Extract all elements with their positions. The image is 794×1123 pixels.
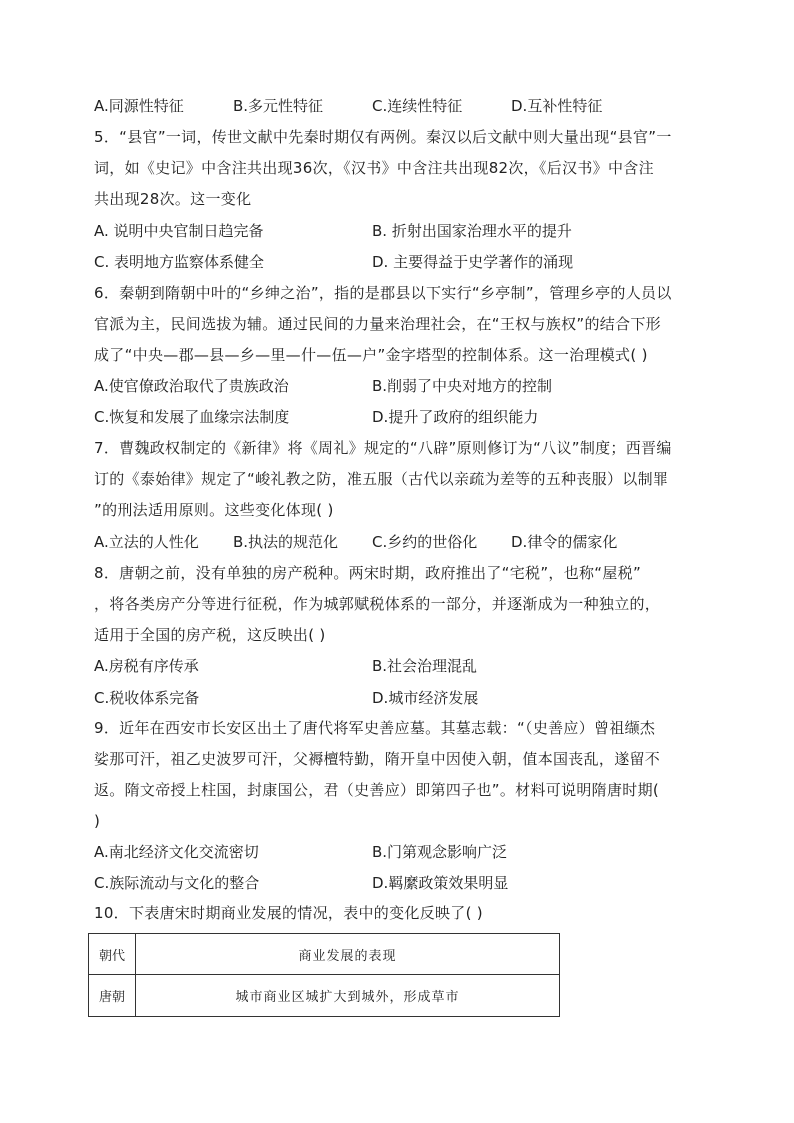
- q6-stem-line-3: 成了“中央—郡—县—乡—里—什—伍—户”金字塔型的控制体系。这一治理模式( ): [94, 346, 648, 364]
- q8-stem-line-2: ，将各类房产分等进行征税，作为城郭赋税体系的一部分，并逐渐成为一种独立的，: [94, 595, 661, 613]
- q5-option-b: B. 折射出国家治理水平的提升: [372, 222, 572, 240]
- q9-option-b: B.门第观念影响广泛: [372, 843, 508, 861]
- q5-stem-line-3: 共出现28次。这一变化: [94, 190, 252, 208]
- q6-stem-line-2: 官派为主，民间选拔为辅。通过民间的力量来治理社会，在“王权与族权”的结合下形: [94, 315, 661, 333]
- q9-stem-line-3: 返。隋文帝授上柱国，封康国公，君（史善应）即第四子也”。材料可说明隋唐时期(: [94, 781, 660, 799]
- q5-option-c: C. 表明地方监察体系健全: [94, 253, 265, 271]
- q7-option-c: C.乡约的世俗化: [372, 533, 478, 551]
- q6-option-d: D.提升了政府的组织能力: [372, 408, 539, 426]
- q7-stem-line-3: ”的刑法适用原则。这些变化体现( ): [94, 501, 334, 519]
- q6-option-b: B.削弱了中央对地方的控制: [372, 377, 553, 395]
- q5-stem-line-1: 5．“县官”一词，传世文献中先秦时期仅有两例。秦汉以后文献中则大量出现“县官”一: [94, 128, 672, 146]
- q8-stem-line-1: 8．唐朝之前，没有单独的房产税种。两宋时期，政府推出了“宅税”，也称“屋税”: [94, 564, 642, 582]
- q9-stem-line-2: 娑那可汗，祖乙史波罗可汗，父褥檀特勤，隋开皇中因使入朝，值本国丧乱，遂留不: [94, 750, 661, 768]
- q8-option-d: D.城市经济发展: [372, 689, 479, 707]
- table-cell-dynasty: 唐朝: [89, 975, 136, 1017]
- q6-option-a: A.使官僚政治取代了贵族政治: [94, 377, 289, 395]
- commerce-table: [88, 933, 560, 1017]
- table-header-commerce: 商业发展的表现: [136, 934, 560, 975]
- q10-stem: 10．下表唐宋时期商业发展的情况，表中的变化反映了( ): [94, 904, 483, 922]
- q4-option-c: C.连续性特征: [372, 97, 463, 115]
- table-header-row: [89, 934, 560, 975]
- q8-stem-line-3: 适用于全国的房产税，这反映出( ): [94, 626, 326, 644]
- q7-option-d: D.律令的儒家化: [511, 533, 618, 551]
- table-header-dynasty: 朝代: [89, 934, 136, 975]
- table-cell-commerce: 城市商业区城扩大到城外，形成草市: [136, 975, 560, 1017]
- table-row: [89, 975, 560, 1017]
- q7-stem-line-2: 订的《泰始律》规定了“峻礼教之防，准五服（古代以亲疏为差等的五种丧服）以制罪: [94, 470, 669, 488]
- q5-option-d: D. 主要得益于史学著作的涌现: [372, 253, 574, 271]
- q7-option-a: A.立法的人性化: [94, 533, 199, 551]
- q9-option-c: C.族际流动与文化的整合: [94, 874, 260, 892]
- q8-option-b: B.社会治理混乱: [372, 657, 478, 675]
- q8-option-c: C.税收体系完备: [94, 689, 200, 707]
- q6-stem-line-1: 6．秦朝到隋朝中叶的“乡绅之治”，指的是郡县以下实行“乡亭制”，管理乡亭的人员以: [94, 284, 672, 302]
- q8-option-a: A.房税有序传承: [94, 657, 199, 675]
- q9-stem-line-4: ): [94, 812, 101, 830]
- q4-option-a: A.同源性特征: [94, 97, 184, 115]
- q7-option-b: B.执法的规范化: [233, 533, 339, 551]
- q9-option-a: A.南北经济文化交流密切: [94, 843, 259, 861]
- q5-stem-line-2: 词，如《史记》中含注共出现36次，《汉书》中含注共出现82次，《后汉书》中含注: [94, 159, 654, 177]
- q9-stem-line-1: 9．近年在西安市长安区出土了唐代将军史善应墓。其墓志载：“（史善应）曾祖缬杰: [94, 719, 656, 737]
- q7-stem-line-1: 7．曹魏政权制定的《新律》将《周礼》规定的“八辟”原则修订为“八议”制度；西晋编: [94, 439, 672, 457]
- q5-option-a: A. 说明中央官制日趋完备: [94, 222, 264, 240]
- q9-option-d: D.羁縻政策效果明显: [372, 874, 509, 892]
- q6-option-c: C.恢复和发展了血缘宗法制度: [94, 408, 290, 426]
- q4-option-b: B.多元性特征: [233, 97, 324, 115]
- q4-option-d: D.互补性特征: [511, 97, 603, 115]
